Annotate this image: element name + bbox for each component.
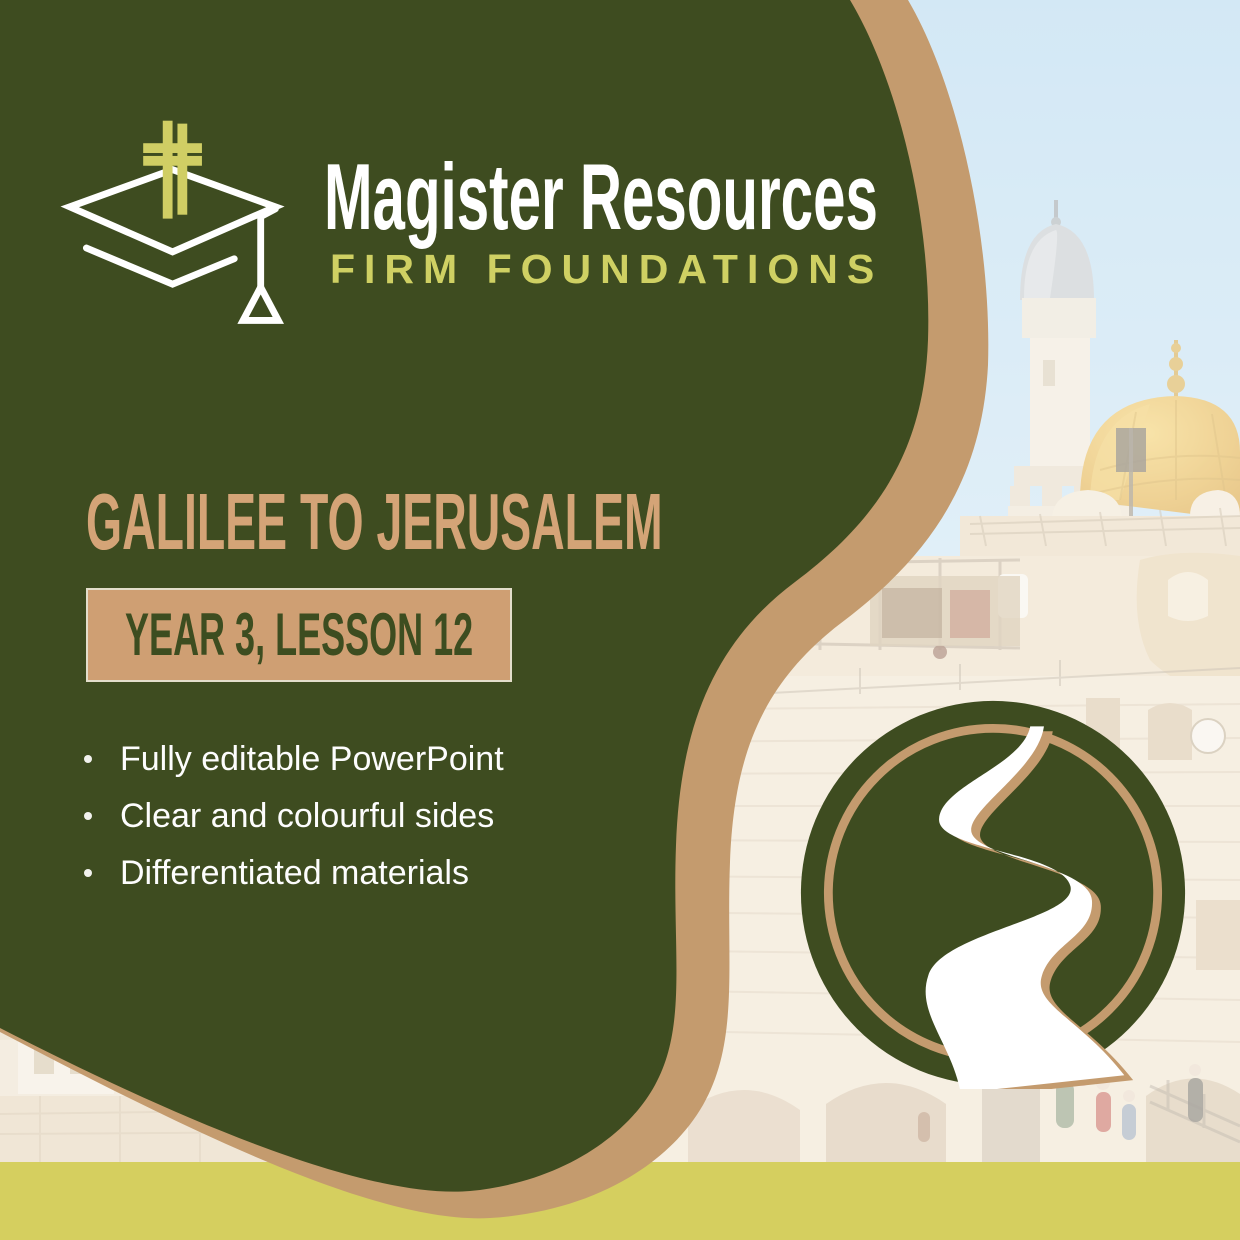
cross-icon <box>143 121 202 219</box>
list-item: Differentiated materials <box>84 844 504 901</box>
graduation-cap-with-cross-icon <box>58 104 293 344</box>
brand-title: Magister Resources <box>324 144 878 249</box>
bullet-dot <box>84 755 92 763</box>
brand-subtitle: FIRM FOUNDATIONS <box>330 246 884 292</box>
feature-list <box>84 730 504 901</box>
winding-road-icon <box>797 697 1189 1089</box>
bullet-dot <box>84 869 92 877</box>
bullet-dot <box>84 812 92 820</box>
list-item: Fully editable PowerPoint <box>84 730 504 787</box>
lesson-heading: GALILEE TO JERUSALEM <box>86 477 663 566</box>
list-item: Clear and colourful sides <box>84 787 504 844</box>
lesson-badge: YEAR 3, LESSON 12 <box>86 588 512 682</box>
